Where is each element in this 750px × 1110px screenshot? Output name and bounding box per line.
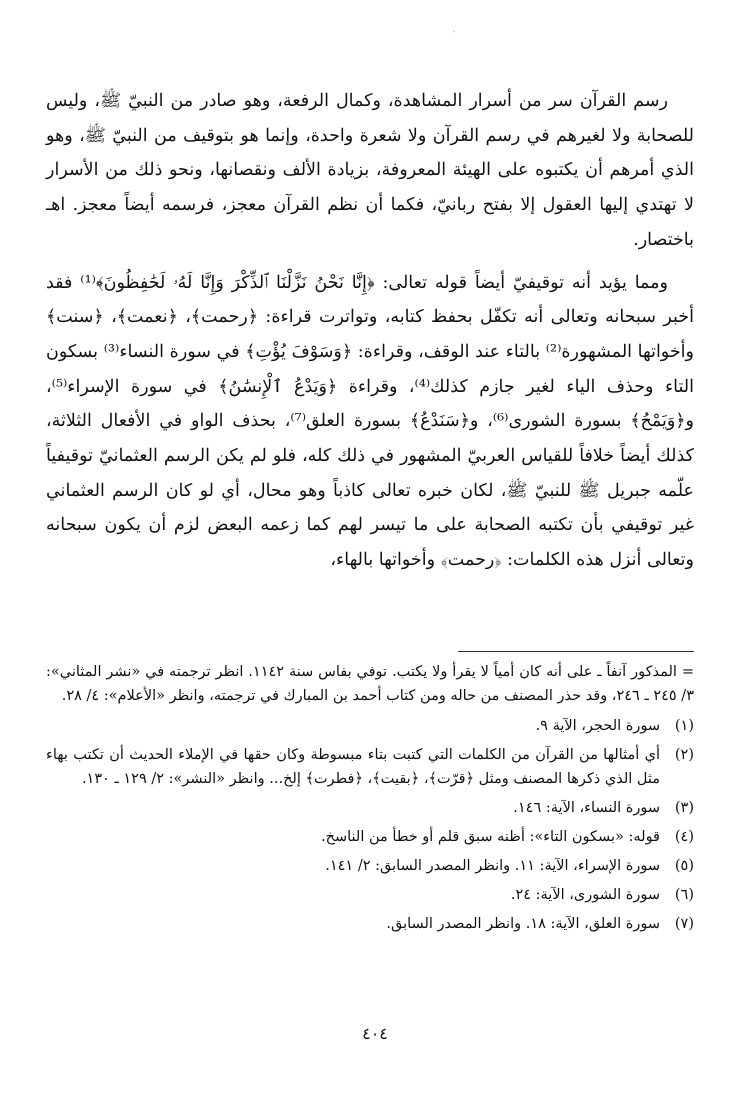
footnote-number: (٥) — [674, 858, 694, 874]
footnote-1 — [46, 714, 694, 738]
footnote-3 — [46, 796, 694, 820]
footnote-7 — [46, 912, 694, 936]
footnote-separator — [458, 651, 694, 652]
footnote-text: أي أمثالها من القرآن من الكلمات التي كتبت بتاء مبسوطة وكان حقها في الإملاء الحديث أن تكتب بهاء مثل الذي ذكرها المصنف ومثل ﴿قرّت﴾، ﴿بقيت﴾، ﴿فطرت﴾ إلخ... وانظر «النشر»: ٢/ ١٢٩ ـ ١٣٠. — [46, 747, 660, 787]
footnote-text: سورة الشورى، الآية: ٢٤. — [510, 887, 660, 903]
footnote-5 — [46, 854, 694, 878]
footnote-4 — [46, 825, 694, 849]
paragraph-2: ومما يؤيد أنه توقيفيّ أيضاً قوله تعالى: ﴿إِنَّا نَحْنُ نَزَّلْنَا ٱلذِّكْرَ وَإِنَّا لَهُۥ لَحَٰفِظُونَ﴾⁽¹⁾ فقد أخبر سبحانه وتعالى أنه تكفّل بحفظ كتابه، وتواترت قراءة: ﴿رحمت﴾، ﴿نعمت﴾، ﴿سنت﴾ وأخواتها المشهورة⁽²⁾ بالتاء عند الوقف، وقراءة: ﴿وَسَوْفَ يُؤْتِ﴾ في سورة النساء⁽³⁾ بسكون التاء وحذف الياء لغير جازم كذلك⁽⁴⁾، وقراءة ﴿وَيَدْعُ ٱلْإِنسَٰنُ﴾ في سورة الإسراء⁽⁵⁾، و﴿وَيَمْحُ﴾ بسورة الشورى⁽⁶⁾، و﴿سَنَدْعُ﴾ بسورة العلق⁽⁷⁾، بحذف الواو في الأفعال الثلاثة، كذلك أيضاً خلافاً للقياس العربيّ المشهور في ذلك كله، فلو لم يكن الرسم العثمانيّ توقيفياً علّمه جبريل ﷺ للنبيّ ﷺ، لكان خبره تعالى كاذباً وهو محال، أي لو كان الرسم العثماني غير توقيفي بأن تكتبه الصحابة على ما تيسر لهم كما زعمه البعض لزم أن يكون سبحانه وتعالى أنزل هذه الكلمات: ﴿رحمت﴾ وأخواتها بالهاء، — [46, 272, 694, 571]
page-number: ٤٠٤ — [362, 1024, 388, 1043]
main-text — [46, 84, 694, 578]
footnote-text: سورة العلق، الآية: ١٨. وانظر المصدر السابق. — [386, 916, 660, 932]
paragraph-1: رسم القرآن سر من أسرار المشاهدة، وكمال الرفعة، وهو صادر من النبيّ ﷺ، وليس للصحابة ولا لغيرهم في رسم القرآن ولا شعرة واحدة، وإنما هو بتوقيف من النبيّ ﷺ، وهو الذي أمرهم أن يكتبوه على الهيئة المعروفة، بزيادة الألف ونقصانها، ونحو ذلك من الأسرار لا تهتدي إليها العقول إلا بفتح ربانيّ، فكما أن نظم القرآن معجز، فرسمه أيضاً معجز. اهـ باختصار. — [46, 91, 694, 250]
footnote-continuation-text: = المذكور آنفاً ـ على أنه كان أمياً لا يقرأ ولا يكتب. توفي بفاس سنة ١١٤٢. انظر ترجمته في «نشر المثاني»: ٣/ ٢٤٥ ـ ٢٤٦، وقد حذر المصنف من حاله ومن كتاب أحمد بن المبارك في ترجمته، وانظر «الأعلام»: ٤/ ٢٨. — [46, 664, 694, 704]
footnote-number: (٧) — [674, 916, 694, 932]
footnote-text: سورة النساء، الآية: ١٤٦. — [513, 800, 660, 816]
footnote-text: قوله: «بسكون التاء»: أظنه سبق قلم أو خطأ من الناسخ. — [321, 829, 660, 845]
footnote-6 — [46, 883, 694, 907]
footnote-2 — [46, 743, 694, 791]
footnote-number: (٣) — [674, 800, 694, 816]
footnote-number: (٢) — [674, 747, 694, 763]
footnote-number: (١) — [674, 718, 694, 734]
footnote-text: سورة الحجر، الآية ٩. — [535, 718, 660, 734]
footnotes — [46, 660, 694, 941]
footnote-number: (٦) — [674, 887, 694, 903]
footnote-continuation — [46, 660, 694, 708]
footnote-text: سورة الإسراء، الآية: ١١. وانظر المصدر السابق: ٢/ ١٤١. — [325, 858, 660, 874]
footnote-number: (٤) — [674, 829, 694, 845]
scan-mark: ˅ — [452, 30, 456, 39]
